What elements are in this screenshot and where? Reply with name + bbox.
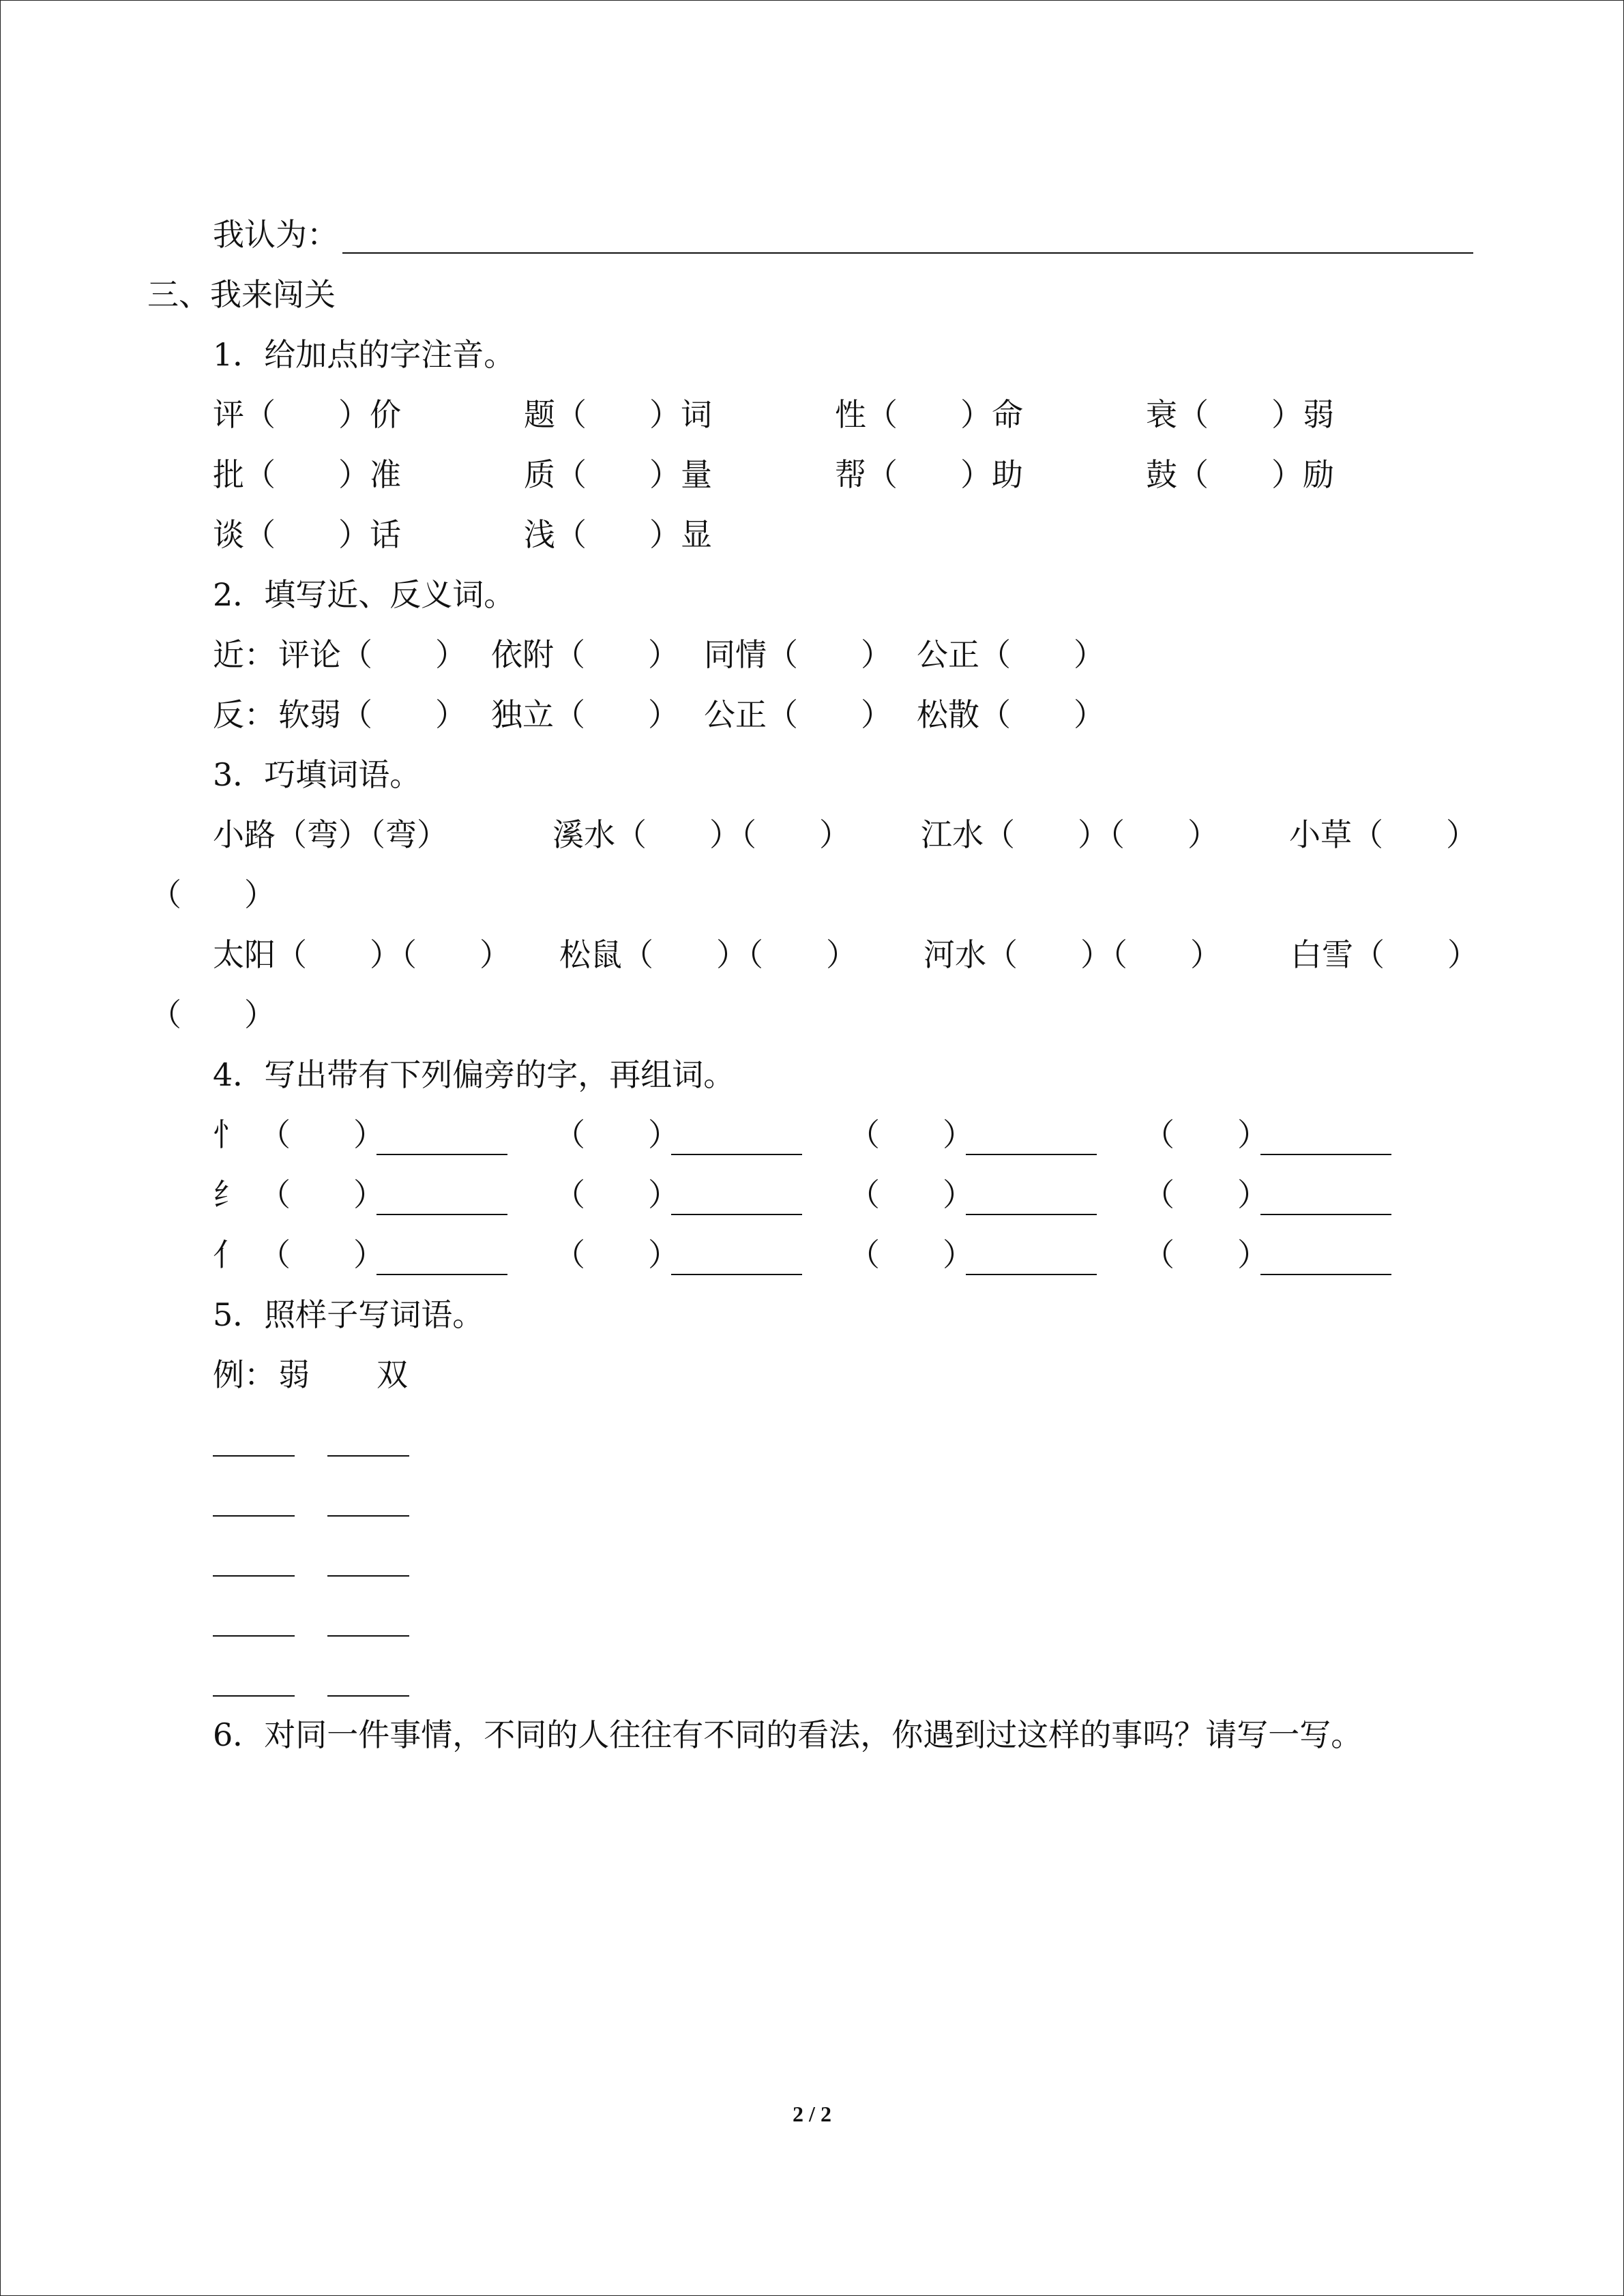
question-6-title: 6．对同一件事情，不同的人往往有不同的看法，你遇到过这样的事吗？请写一写。 bbox=[213, 1716, 1363, 1753]
radical-char-blank[interactable]: （ ） bbox=[848, 1236, 974, 1273]
word-blank[interactable] bbox=[671, 1274, 802, 1275]
radical-char-blank[interactable]: （ ） bbox=[1143, 1236, 1269, 1273]
anti-item[interactable]: 松散（ ） bbox=[917, 696, 1105, 733]
pinyin-item[interactable]: 质（ ）量 bbox=[524, 456, 712, 493]
pinyin-item[interactable]: 批（ ）准 bbox=[213, 456, 401, 493]
radical-char-blank[interactable]: （ ） bbox=[848, 1116, 974, 1153]
radical-char-blank[interactable]: （ ） bbox=[259, 1116, 385, 1153]
radical-char-blank[interactable]: （ ） bbox=[554, 1116, 679, 1153]
word-blank[interactable] bbox=[1260, 1154, 1391, 1155]
word-blank[interactable] bbox=[327, 1695, 409, 1697]
pinyin-item[interactable]: 性（ ）命 bbox=[835, 396, 1023, 433]
pinyin-item[interactable]: 谈（ ）话 bbox=[213, 516, 401, 553]
anti-item[interactable]: 软弱（ ） bbox=[278, 696, 467, 733]
example-label: 例： bbox=[213, 1356, 276, 1393]
example-word: 弱 bbox=[278, 1356, 310, 1393]
word-blank[interactable] bbox=[327, 1455, 409, 1457]
word-blank[interactable] bbox=[213, 1575, 295, 1577]
word-blank[interactable] bbox=[213, 1635, 295, 1637]
question-1-title: 1．给加点的字注音。 bbox=[213, 336, 516, 373]
question-5-title: 5．照样子写词语。 bbox=[213, 1296, 484, 1333]
word-blank[interactable] bbox=[966, 1154, 1097, 1155]
word-blank[interactable] bbox=[1260, 1274, 1391, 1275]
radical: 忄 bbox=[213, 1116, 244, 1153]
fill-item[interactable]: 太阳（ ）（ ） bbox=[213, 936, 511, 973]
word-blank[interactable] bbox=[377, 1214, 507, 1215]
pinyin-item[interactable]: 题（ ）词 bbox=[524, 396, 712, 433]
question-3-title: 3．巧填词语。 bbox=[213, 756, 422, 793]
near-label: 近： bbox=[213, 636, 276, 673]
fill-item[interactable]: 江水（ ）（ ） bbox=[921, 816, 1219, 853]
question-2-title: 2．填写近、反义词。 bbox=[213, 576, 516, 613]
radical: 亻 bbox=[213, 1236, 244, 1273]
word-blank[interactable] bbox=[327, 1575, 409, 1577]
word-blank[interactable] bbox=[966, 1214, 1097, 1215]
near-item[interactable]: 同情（ ） bbox=[704, 636, 892, 673]
pinyin-item[interactable]: 帮（ ）助 bbox=[835, 456, 1023, 493]
fill-item[interactable]: 小路（弯）（弯） bbox=[213, 816, 448, 853]
example-word: 双 bbox=[377, 1356, 408, 1393]
word-blank[interactable] bbox=[327, 1515, 409, 1517]
radical-char-blank[interactable]: （ ） bbox=[1143, 1176, 1269, 1213]
page-number: 2 / 2 bbox=[793, 2102, 831, 2126]
fill-item-wrap[interactable]: （ ） bbox=[150, 996, 276, 1033]
fill-item[interactable]: 小草（ ） bbox=[1289, 816, 1477, 853]
radical-char-blank[interactable]: （ ） bbox=[1143, 1116, 1269, 1153]
radical-char-blank[interactable]: （ ） bbox=[554, 1176, 679, 1213]
radical-char-blank[interactable]: （ ） bbox=[554, 1236, 679, 1273]
pinyin-item[interactable]: 浅（ ）显 bbox=[524, 516, 712, 553]
radical-char-blank[interactable]: （ ） bbox=[848, 1176, 974, 1213]
radical-char-blank[interactable]: （ ） bbox=[259, 1176, 385, 1213]
opinion-answer-line[interactable] bbox=[342, 252, 1473, 254]
pinyin-item[interactable]: 评（ ）价 bbox=[213, 396, 401, 433]
near-item[interactable]: 依附（ ） bbox=[491, 636, 679, 673]
fill-item-wrap[interactable]: （ ） bbox=[150, 876, 276, 913]
radical-char-blank[interactable]: （ ） bbox=[259, 1236, 385, 1273]
word-blank[interactable] bbox=[327, 1635, 409, 1637]
word-blank[interactable] bbox=[213, 1695, 295, 1697]
word-blank[interactable] bbox=[966, 1274, 1097, 1275]
word-blank[interactable] bbox=[671, 1214, 802, 1215]
anti-label: 反： bbox=[213, 696, 276, 733]
near-item[interactable]: 评论（ ） bbox=[278, 636, 467, 673]
word-blank[interactable] bbox=[377, 1274, 507, 1275]
fill-item[interactable]: 河水（ ）（ ） bbox=[924, 936, 1222, 973]
fill-item[interactable]: 松鼠（ ）（ ） bbox=[559, 936, 857, 973]
fill-item[interactable]: 溪水（ ）（ ） bbox=[552, 816, 851, 853]
fill-item[interactable]: 白雪（ ） bbox=[1290, 936, 1479, 973]
word-blank[interactable] bbox=[1260, 1214, 1391, 1215]
section-title: 三、我来闯关 bbox=[147, 276, 336, 313]
pinyin-item[interactable]: 衰（ ）弱 bbox=[1146, 396, 1334, 433]
pinyin-item[interactable]: 鼓（ ）励 bbox=[1146, 456, 1334, 493]
anti-item[interactable]: 独立（ ） bbox=[491, 696, 679, 733]
word-blank[interactable] bbox=[377, 1154, 507, 1155]
anti-item[interactable]: 公正（ ） bbox=[704, 696, 892, 733]
word-blank[interactable] bbox=[213, 1515, 295, 1517]
radical: 纟 bbox=[213, 1176, 244, 1213]
opinion-label: 我认为： bbox=[213, 216, 338, 253]
word-blank[interactable] bbox=[213, 1455, 295, 1457]
near-item[interactable]: 公正（ ） bbox=[917, 636, 1105, 673]
word-blank[interactable] bbox=[671, 1154, 802, 1155]
question-4-title: 4．写出带有下列偏旁的字，再组词。 bbox=[213, 1056, 735, 1093]
